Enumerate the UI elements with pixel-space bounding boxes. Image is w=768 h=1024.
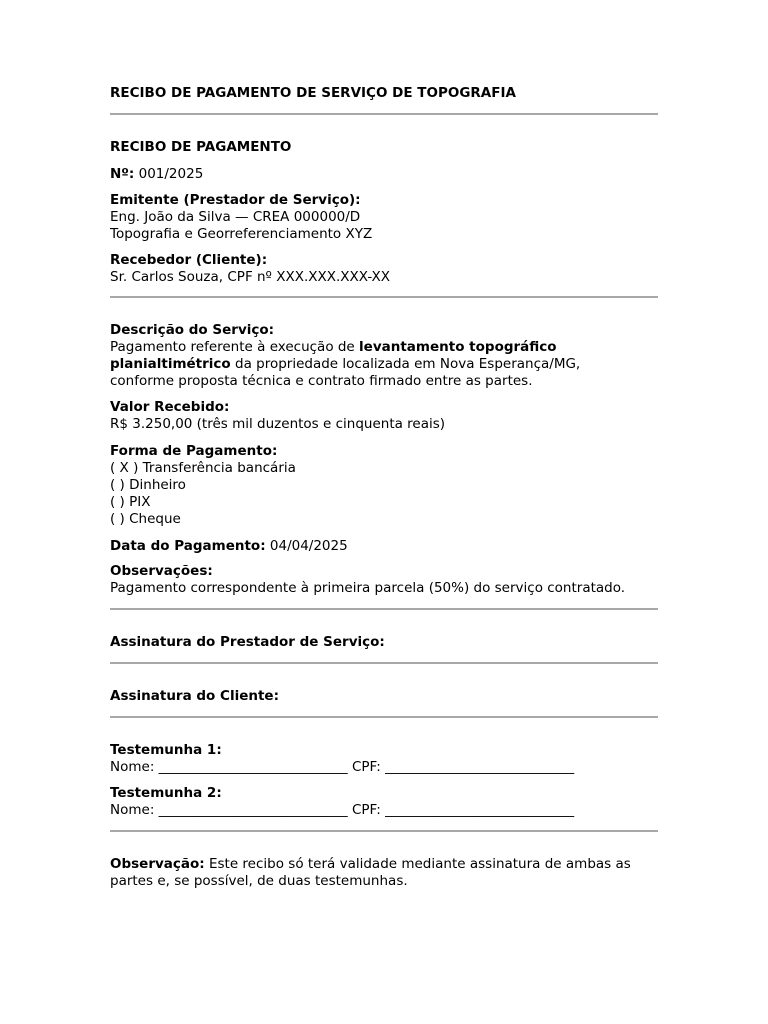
witness-2-label: Testemunha 2: [110, 785, 222, 801]
payment-option-cash: ( ) Dinheiro [110, 477, 186, 493]
payment-date-value: 04/04/2025 [269, 538, 348, 554]
payment-option-transfer: ( X ) Transferência bancária [110, 460, 296, 476]
payment-method-label: Forma de Pagamento: [110, 443, 278, 459]
final-note-label: Observação: [110, 856, 205, 872]
payment-option-pix: ( ) PIX [110, 494, 151, 510]
receipt-number-label: Nº: [110, 166, 135, 182]
signature-provider-label: Assinatura do Prestador de Serviço: [110, 634, 385, 650]
witness-1-label: Testemunha 1: [110, 742, 222, 758]
final-note-line-1 [110, 856, 658, 873]
receipt-number-value: 001/2025 [138, 166, 204, 182]
description-label: Descrição do Serviço: [110, 322, 275, 338]
description-line-1 [110, 339, 658, 356]
payment-option-check: ( ) Cheque [110, 511, 181, 527]
emitter-name: Eng. João da Silva — CREA 000000/D [110, 209, 361, 225]
receipt-heading: RECIBO DE PAGAMENTO [110, 139, 292, 155]
document-title: RECIBO DE PAGAMENTO DE SERVIÇO DE TOPOGRAFIA [110, 85, 516, 101]
payment-date-label: Data do Pagamento: [110, 538, 266, 554]
witness-1-fields: Nome: ____________________________ CPF: ____________________________ [110, 759, 575, 775]
description-bold: planialtimétrico [110, 356, 231, 372]
signature-client-label: Assinatura do Cliente: [110, 688, 279, 704]
description-line-3: conforme proposta técnica e contrato firmado entre as partes. [110, 373, 533, 389]
emitter-company: Topografia e Georreferenciamento XYZ [110, 226, 373, 242]
emitter-label: Emitente (Prestador de Serviço): [110, 192, 361, 208]
description-text: Pagamento referente à execução de [110, 339, 360, 355]
receiver-label: Recebedor (Cliente): [110, 252, 268, 268]
payment-date [110, 538, 658, 555]
witness-2-fields: Nome: ____________________________ CPF: ____________________________ [110, 802, 575, 818]
description-line-2 [110, 356, 658, 373]
observations-value: Pagamento correspondente à primeira parcela (50%) do serviço contratado. [110, 580, 626, 596]
description-text: da propriedade localizada em Nova Esperança/MG, [230, 356, 581, 372]
amount-value: R$ 3.250,00 (três mil duzentos e cinquenta reais) [110, 416, 446, 432]
receipt-number [110, 166, 658, 183]
description-bold: levantamento topográfico [359, 339, 557, 355]
receiver-value: Sr. Carlos Souza, CPF nº XXX.XXX.XXX-XX [110, 269, 391, 285]
final-note-line-2: partes e, se possível, de duas testemunhas. [110, 873, 408, 889]
final-note-text: Este recibo só terá validade mediante assinatura de ambas as [204, 856, 631, 872]
observations-label: Observações: [110, 563, 213, 579]
receipt-document [110, 84, 658, 890]
amount-label: Valor Recebido: [110, 399, 230, 415]
